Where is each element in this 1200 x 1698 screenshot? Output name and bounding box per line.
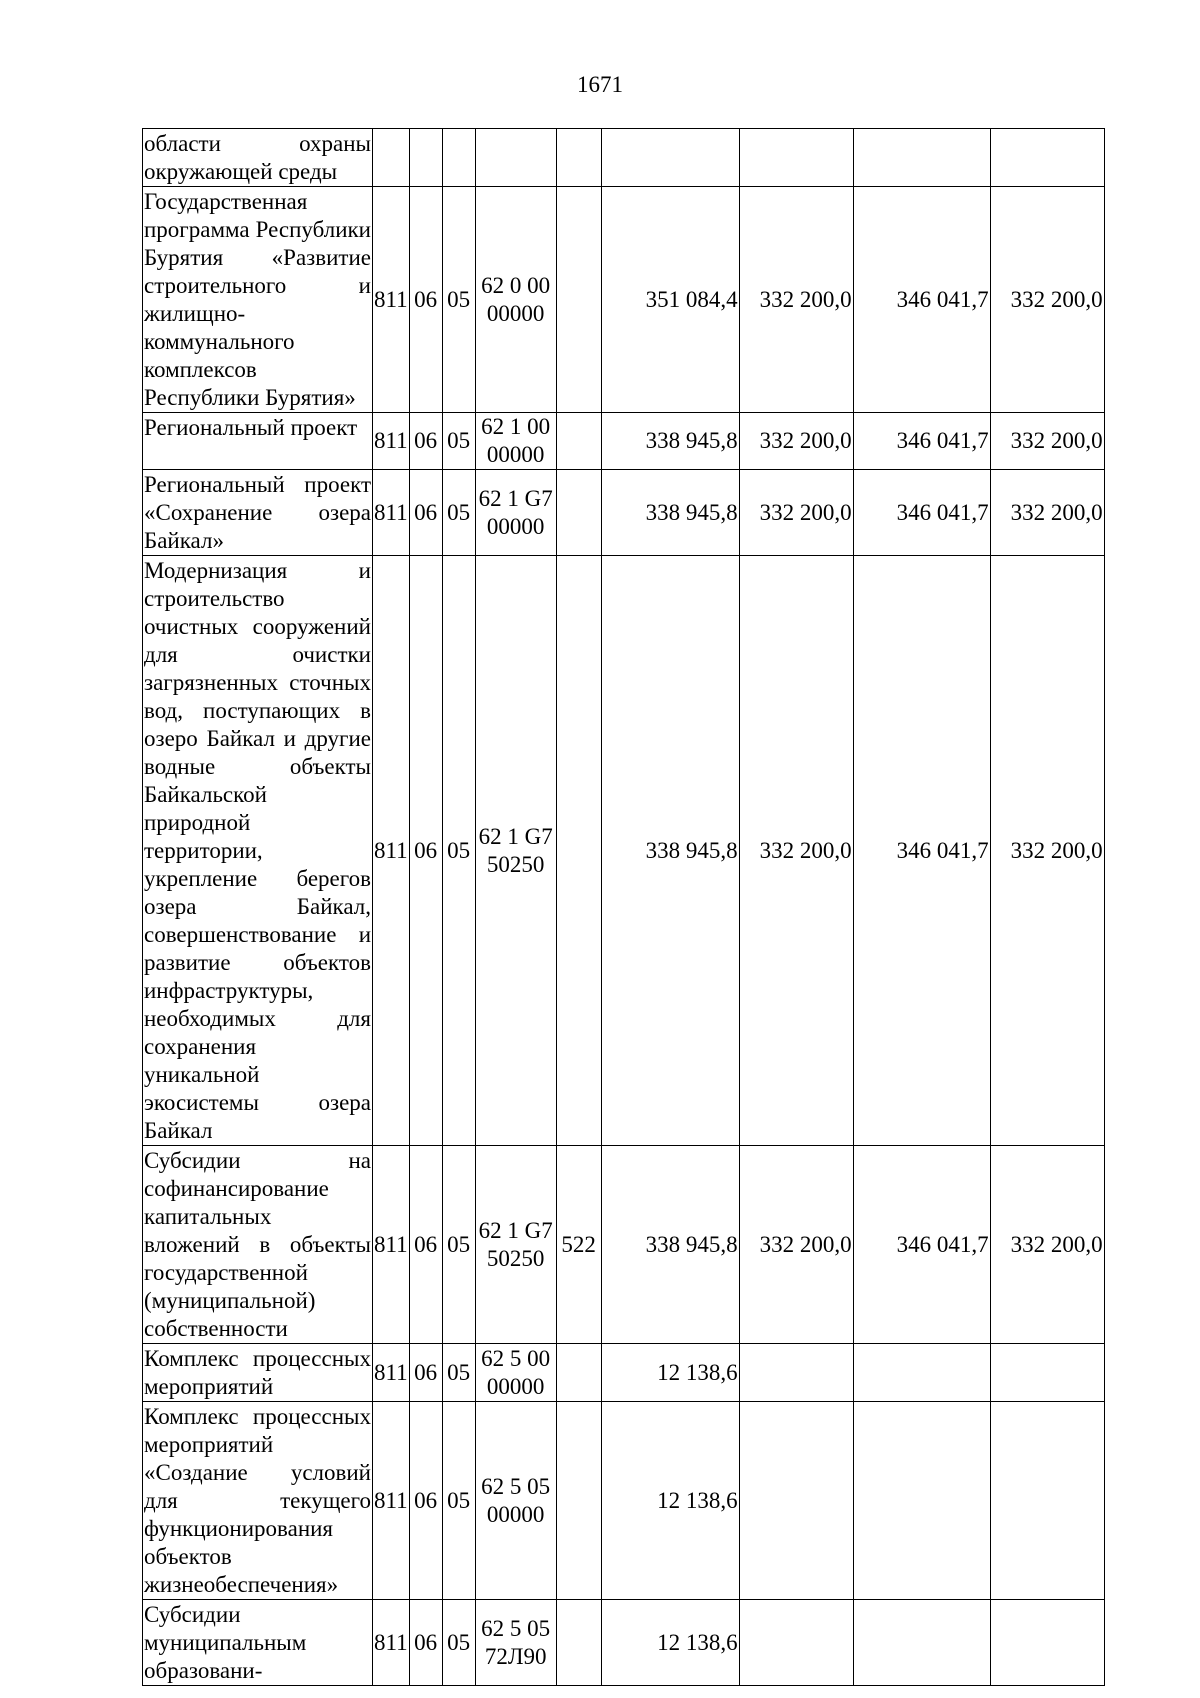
subsection-code: 05 (442, 1146, 475, 1344)
amount-2: 332 200,0 (739, 187, 853, 413)
grbs-code: 811 (373, 556, 410, 1146)
amount-1: 351 084,4 (601, 187, 739, 413)
amount-2 (739, 1344, 853, 1402)
amount-1: 338 945,8 (601, 470, 739, 556)
amount-3: 346 041,7 (853, 556, 990, 1146)
row-name: Комплекс процессных мероприятий (143, 1344, 373, 1402)
subsection-code: 05 (442, 556, 475, 1146)
amount-4: 332 200,0 (990, 413, 1104, 470)
table-row (143, 413, 1105, 470)
amount-2: 332 200,0 (739, 556, 853, 1146)
row-name: Государственная программа Республики Бурятия «Развитие строительного и жилищно-коммунального комплексов Республики Бурятия» (143, 187, 373, 413)
subsection-code: 05 (442, 413, 475, 470)
amount-3: 346 041,7 (853, 187, 990, 413)
amount-4: 332 200,0 (990, 187, 1104, 413)
amount-3 (853, 129, 990, 187)
amount-3: 346 041,7 (853, 1146, 990, 1344)
expense-type-code (556, 556, 601, 1146)
section-code: 06 (409, 470, 442, 556)
row-name: Субсидии на софинансирование капитальных вложений в объекты государственной (муниципальной) собственности (143, 1146, 373, 1344)
table-row (143, 129, 1105, 187)
amount-2: 332 200,0 (739, 413, 853, 470)
row-name: Модернизация и строительство очистных сооружений для очистки загрязненных сточных вод, поступающих в озеро Байкал и другие водные объекты Байкальской природной территории, укрепление берегов озера Байкал, совершенствование и развитие объектов инфраструктуры, необходимых для сохранения уникальной экосистемы озера Байкал (143, 556, 373, 1146)
amount-3 (853, 1402, 990, 1600)
table-row (143, 187, 1105, 413)
amount-1: 338 945,8 (601, 556, 739, 1146)
grbs-code: 811 (373, 470, 410, 556)
target-article-code (475, 129, 556, 187)
expense-type-code (556, 413, 601, 470)
table-row (143, 1600, 1105, 1686)
expense-type-code (556, 129, 601, 187)
expense-type-code (556, 1402, 601, 1600)
amount-1: 338 945,8 (601, 1146, 739, 1344)
page-number: 1671 (577, 72, 623, 97)
section-code: 06 (409, 1146, 442, 1344)
grbs-code: 811 (373, 1344, 410, 1402)
expense-type-code (556, 187, 601, 413)
amount-1: 12 138,6 (601, 1600, 739, 1686)
grbs-code (373, 129, 410, 187)
table-row (143, 556, 1105, 1146)
budget-table (142, 128, 1105, 1686)
section-code: 06 (409, 1344, 442, 1402)
target-article-code: 62 1 G7 50250 (475, 1146, 556, 1344)
amount-3 (853, 1600, 990, 1686)
section-code: 06 (409, 413, 442, 470)
target-article-code: 62 1 00 00000 (475, 413, 556, 470)
expense-type-code (556, 470, 601, 556)
amount-4: 332 200,0 (990, 470, 1104, 556)
row-name: Региональный проект «Сохранение озера Байкал» (143, 470, 373, 556)
expense-type-code (556, 1344, 601, 1402)
amount-1 (601, 129, 739, 187)
subsection-code: 05 (442, 1344, 475, 1402)
grbs-code: 811 (373, 187, 410, 413)
amount-4 (990, 1344, 1104, 1402)
target-article-code: 62 0 00 00000 (475, 187, 556, 413)
subsection-code (442, 129, 475, 187)
table-row (143, 1146, 1105, 1344)
subsection-code: 05 (442, 187, 475, 413)
amount-2 (739, 129, 853, 187)
target-article-code: 62 1 G7 00000 (475, 470, 556, 556)
target-article-code: 62 5 00 00000 (475, 1344, 556, 1402)
row-name: Региональный проект (143, 413, 373, 470)
amount-4: 332 200,0 (990, 556, 1104, 1146)
subsection-code: 05 (442, 1402, 475, 1600)
amount-1: 12 138,6 (601, 1344, 739, 1402)
table-row (143, 470, 1105, 556)
expense-type-code: 522 (556, 1146, 601, 1344)
amount-4: 332 200,0 (990, 1146, 1104, 1344)
grbs-code: 811 (373, 1402, 410, 1600)
grbs-code: 811 (373, 413, 410, 470)
row-name: Комплекс процессных мероприятий «Создание условий для текущего функционирования объектов жизнеобеспечения» (143, 1402, 373, 1600)
amount-2 (739, 1402, 853, 1600)
expense-type-code (556, 1600, 601, 1686)
amount-2: 332 200,0 (739, 1146, 853, 1344)
section-code: 06 (409, 1600, 442, 1686)
amount-2 (739, 1600, 853, 1686)
section-code: 06 (409, 1402, 442, 1600)
subsection-code: 05 (442, 470, 475, 556)
amount-2: 332 200,0 (739, 470, 853, 556)
table-row (143, 1402, 1105, 1600)
amount-4 (990, 129, 1104, 187)
row-name: области охраны окружающей среды (143, 129, 373, 187)
amount-3: 346 041,7 (853, 413, 990, 470)
amount-3: 346 041,7 (853, 470, 990, 556)
target-article-code: 62 5 05 72Л90 (475, 1600, 556, 1686)
target-article-code: 62 1 G7 50250 (475, 556, 556, 1146)
amount-3 (853, 1344, 990, 1402)
amount-4 (990, 1402, 1104, 1600)
section-code: 06 (409, 187, 442, 413)
section-code (409, 129, 442, 187)
grbs-code: 811 (373, 1146, 410, 1344)
amount-4 (990, 1600, 1104, 1686)
grbs-code: 811 (373, 1600, 410, 1686)
section-code: 06 (409, 556, 442, 1146)
amount-1: 338 945,8 (601, 413, 739, 470)
target-article-code: 62 5 05 00000 (475, 1402, 556, 1600)
amount-1: 12 138,6 (601, 1402, 739, 1600)
subsection-code: 05 (442, 1600, 475, 1686)
row-name: Субсидии муниципальным образовани- (143, 1600, 373, 1686)
table-row (143, 1344, 1105, 1402)
